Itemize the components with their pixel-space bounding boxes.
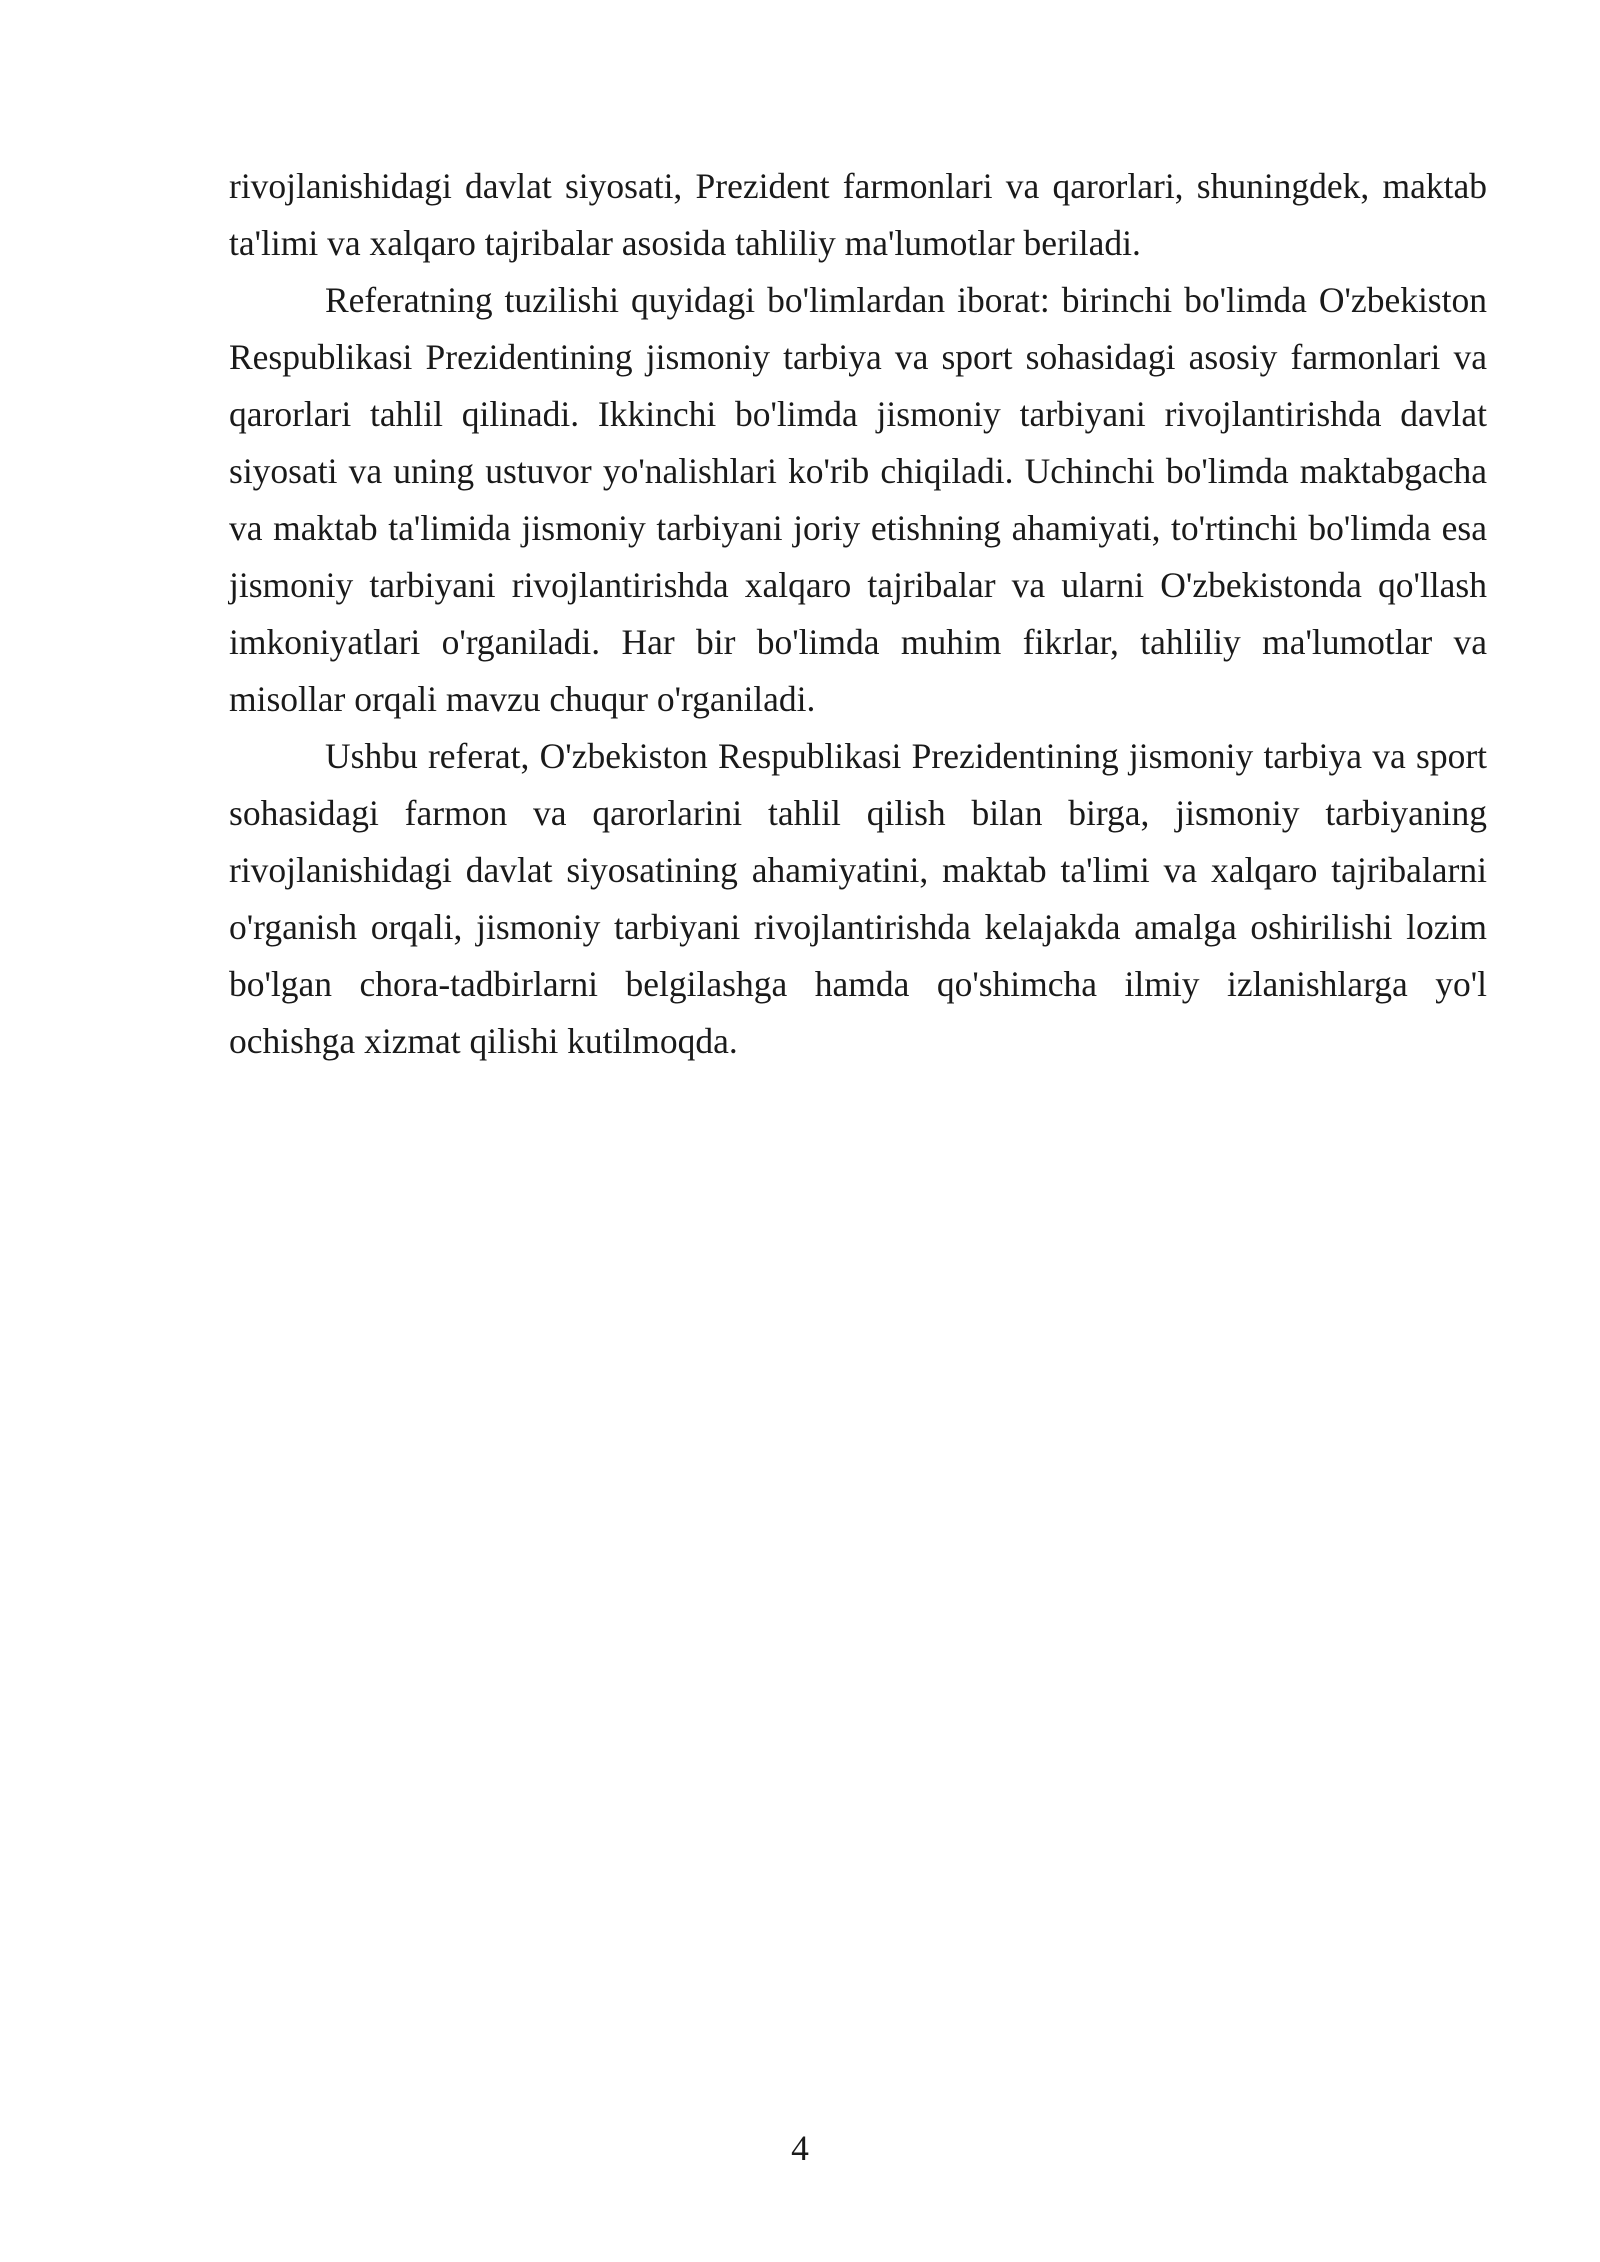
page-number: 4	[791, 2128, 809, 2168]
paragraph-continuation: rivojlanishidagi davlat siyosati, Prezident farmonlari va qarorlari, shuningdek, maktab ta'limi va xalqaro tajribalar asosida tahliliy ma'lumotlar beriladi.	[229, 166, 1487, 263]
paragraph-structure: Referatning tuzilishi quyidagi bo'limlardan iborat: birinchi bo'limda O'zbekiston Respublikasi Prezidentining jismoniy tarbiya va sport sohasidagi asosiy farmonlari va qarorlari tahlil qilinadi. Ikkinchi bo'limda jismoniy tarbiyani rivojlantirishda davlat siyosati va uning ustuvor yo'nalishlari ko'rib chiqiladi. Uchinchi bo'limda maktabgacha va maktab ta'limida jismoniy tarbiyani joriy etishning ahamiyati, to'rtinchi bo'limda esa jismoniy tarbiyani rivojlantirishda xalqaro tajribalar va ularni O'zbekistonda qo'llash imkoniyatlari o'rganiladi. Har bir bo'limda muhim fikrlar, tahliliy ma'lumotlar va misollar orqali mavzu chuqur o'rganiladi.	[229, 280, 1487, 719]
paragraph-conclusion: Ushbu referat, O'zbekiston Respublikasi Prezidentining jismoniy tarbiya va sport sohasidagi farmon va qarorlarini tahlil qilish bilan birga, jismoniy tarbiyaning rivojlanishidagi davlat siyosatining ahamiyatini, maktab ta'limi va xalqaro tajribalarni o'rganish orqali, jismoniy tarbiyani rivojlantirishda kelajakda amalga oshirilishi lozim bo'lgan chora-tadbirlarni belgilashga hamda qo'shimcha ilmiy izlanishlarga yo'l ochishga xizmat qilishi kutilmoqda.	[229, 736, 1487, 1061]
document-body	[229, 158, 1487, 1070]
